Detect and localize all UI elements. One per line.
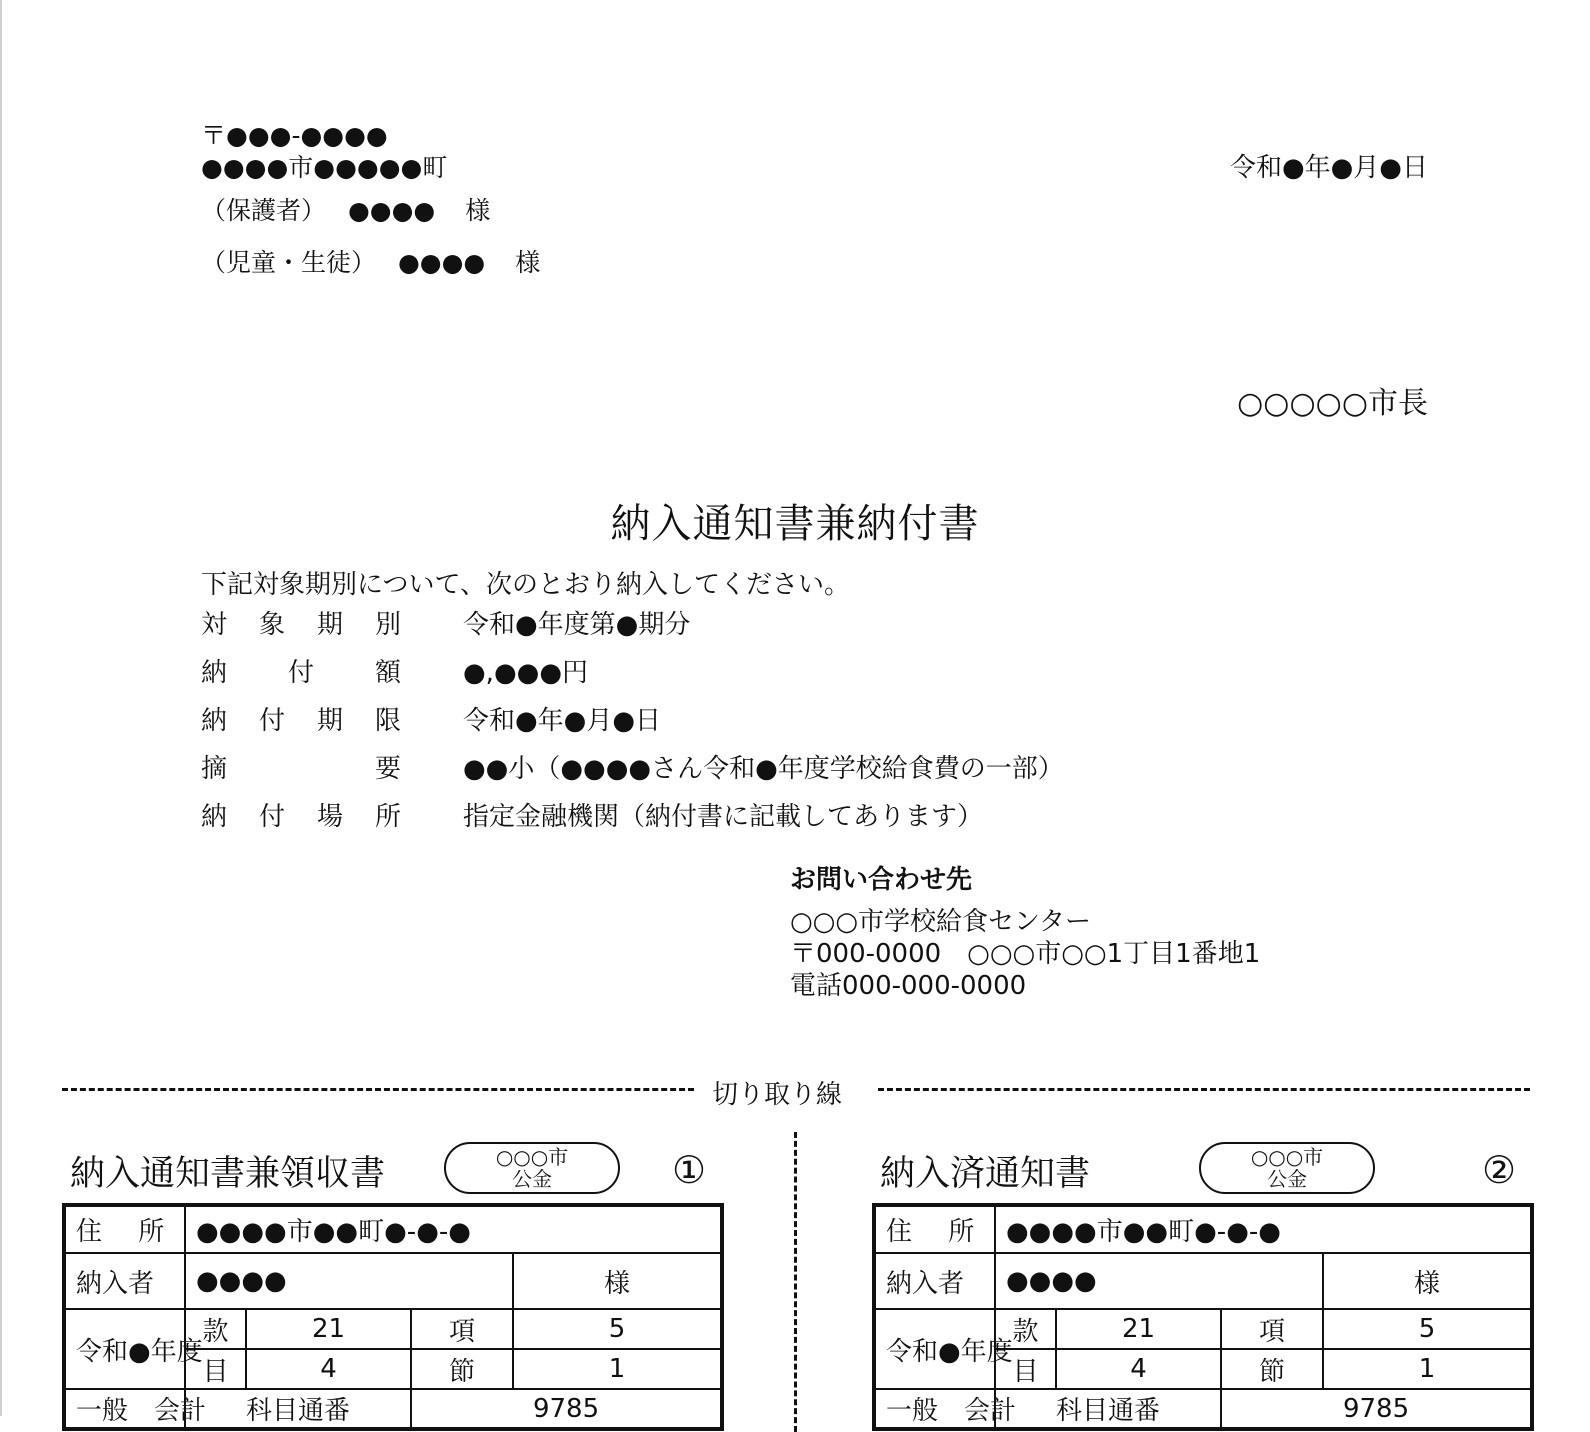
- guardian-line: [201, 195, 490, 227]
- detail-value: 指定金融機関（納付書に記載してあります）: [463, 802, 984, 832]
- contact-line3: 電話000-000-0000: [790, 971, 1027, 1001]
- detail-value: 令和●年●月●日: [463, 706, 662, 736]
- label-char: 納: [201, 802, 228, 832]
- stub2-table: [872, 1203, 1534, 1431]
- cut-line-vertical: [794, 1132, 797, 1432]
- kou-label: 項: [1221, 1309, 1323, 1349]
- address-label: 住 所: [874, 1205, 995, 1253]
- stub1-table: [62, 1203, 724, 1431]
- setsu-label: 節: [411, 1349, 513, 1389]
- label-char: 納: [201, 706, 228, 736]
- setsu-value: 1: [513, 1349, 722, 1389]
- moku-value: 4: [246, 1349, 411, 1389]
- stub2-number: ②: [1482, 1148, 1517, 1192]
- detail-label: [201, 748, 401, 785]
- student-label: （児童・生徒）: [201, 248, 377, 277]
- cut-line-label: 切り取り線: [712, 1080, 843, 1110]
- account-row: [874, 1389, 1532, 1429]
- stub1-public-funds-badge: [444, 1142, 620, 1194]
- student-name: ●●●●: [397, 248, 486, 277]
- setsu-value: 1: [1323, 1349, 1532, 1389]
- kan-label: 款: [185, 1309, 246, 1349]
- kou-value: 5: [513, 1309, 722, 1349]
- payer-row: [64, 1253, 722, 1309]
- badge-bottom: 公金: [512, 1167, 552, 1191]
- subject-label: 科目通番: [995, 1389, 1221, 1429]
- detail-value: ●,●●●円: [463, 658, 589, 688]
- badge-top: ○○○市: [495, 1145, 569, 1169]
- payer-suffix: 様: [1323, 1253, 1532, 1309]
- intro-text: 下記対象期別について、次のとおり納入してください。: [201, 570, 850, 600]
- cut-line-left: [62, 1088, 694, 1091]
- kan-row: [874, 1309, 1532, 1349]
- account-type: 一般 会計: [64, 1389, 185, 1429]
- subject-label: 科目通番: [185, 1389, 411, 1429]
- badge-bottom: 公金: [1267, 1167, 1307, 1191]
- payer-label: 納入者: [64, 1253, 185, 1309]
- student-line: [201, 247, 540, 279]
- kan-label: 款: [995, 1309, 1056, 1349]
- payer-row: [874, 1253, 1532, 1309]
- label-char: 限: [374, 706, 401, 736]
- detail-label: [201, 604, 401, 641]
- label-char: 象: [258, 610, 285, 640]
- label-char: 納: [201, 658, 228, 688]
- payer-value: ●●●●: [995, 1253, 1323, 1309]
- label-char: 摘: [201, 754, 228, 784]
- document-title: 納入通知書兼納付書: [610, 501, 980, 547]
- cut-line-right: [878, 1088, 1530, 1091]
- payer-label: 納入者: [874, 1253, 995, 1309]
- account-row: [64, 1389, 722, 1429]
- detail-label: [201, 796, 401, 833]
- kan-row: [64, 1309, 722, 1349]
- label-char: 付: [258, 706, 285, 736]
- label-char: 場: [316, 802, 343, 832]
- kan-value: 21: [1056, 1309, 1221, 1349]
- contact-line2: 〒000-0000 ○○○市○○1丁目1番地1: [790, 939, 1261, 969]
- payer-value: ●●●●: [185, 1253, 513, 1309]
- badge-top: ○○○市: [1250, 1145, 1324, 1169]
- contact-heading: お問い合わせ先: [790, 865, 973, 895]
- address-row: [64, 1205, 722, 1253]
- label-char: 対: [201, 610, 228, 640]
- recipient-postal: 〒●●●-●●●●: [201, 121, 388, 150]
- contact-line1: ○○○市学校給食センター: [790, 907, 1092, 937]
- address-value: ●●●●市●●町●-●-●: [995, 1205, 1532, 1253]
- address-label: 住 所: [64, 1205, 185, 1253]
- recipient-address: ●●●●市●●●●●町: [201, 153, 448, 182]
- label-char: 期: [316, 706, 343, 736]
- label-char: 付: [258, 802, 285, 832]
- issue-date: 令和●年●月●日: [1229, 153, 1428, 183]
- label-char: 額: [374, 658, 401, 688]
- payer-suffix: 様: [513, 1253, 722, 1309]
- address-value: ●●●●市●●町●-●-●: [185, 1205, 722, 1253]
- label-char: 期: [316, 610, 343, 640]
- subject-value: 9785: [411, 1389, 722, 1429]
- stub2-public-funds-badge: [1199, 1142, 1375, 1194]
- moku-value: 4: [1056, 1349, 1221, 1389]
- setsu-label: 節: [1221, 1349, 1323, 1389]
- fiscal-year: 令和●年度: [64, 1309, 185, 1389]
- account-type: 一般 会計: [874, 1389, 995, 1429]
- address-row: [874, 1205, 1532, 1253]
- detail-label: [201, 700, 401, 737]
- stub1-number: ①: [672, 1148, 707, 1192]
- kan-value: 21: [246, 1309, 411, 1349]
- kou-label: 項: [411, 1309, 513, 1349]
- moku-label: 目: [995, 1349, 1056, 1389]
- issuer: ○○○○○市長: [1237, 386, 1428, 421]
- stub2-title: 納入済通知書: [880, 1154, 1091, 1194]
- detail-label: [201, 652, 401, 689]
- guardian-name: ●●●●: [347, 196, 436, 225]
- label-char: 所: [374, 802, 401, 832]
- label-char: 付: [287, 658, 314, 688]
- guardian-suffix: 様: [465, 196, 491, 225]
- guardian-label: （保護者）: [201, 196, 327, 225]
- detail-value: ●●小（●●●●さん令和●年度学校給食費の一部）: [463, 754, 1064, 784]
- stub1-title: 納入通知書兼領収書: [70, 1154, 386, 1194]
- student-suffix: 様: [515, 248, 541, 277]
- moku-label: 目: [185, 1349, 246, 1389]
- label-char: 別: [374, 610, 401, 640]
- detail-value: 令和●年度第●期分: [463, 610, 691, 640]
- fiscal-year: 令和●年度: [874, 1309, 995, 1389]
- page-edge: [0, 0, 2, 1416]
- subject-value: 9785: [1221, 1389, 1532, 1429]
- label-char: 要: [374, 754, 401, 784]
- kou-value: 5: [1323, 1309, 1532, 1349]
